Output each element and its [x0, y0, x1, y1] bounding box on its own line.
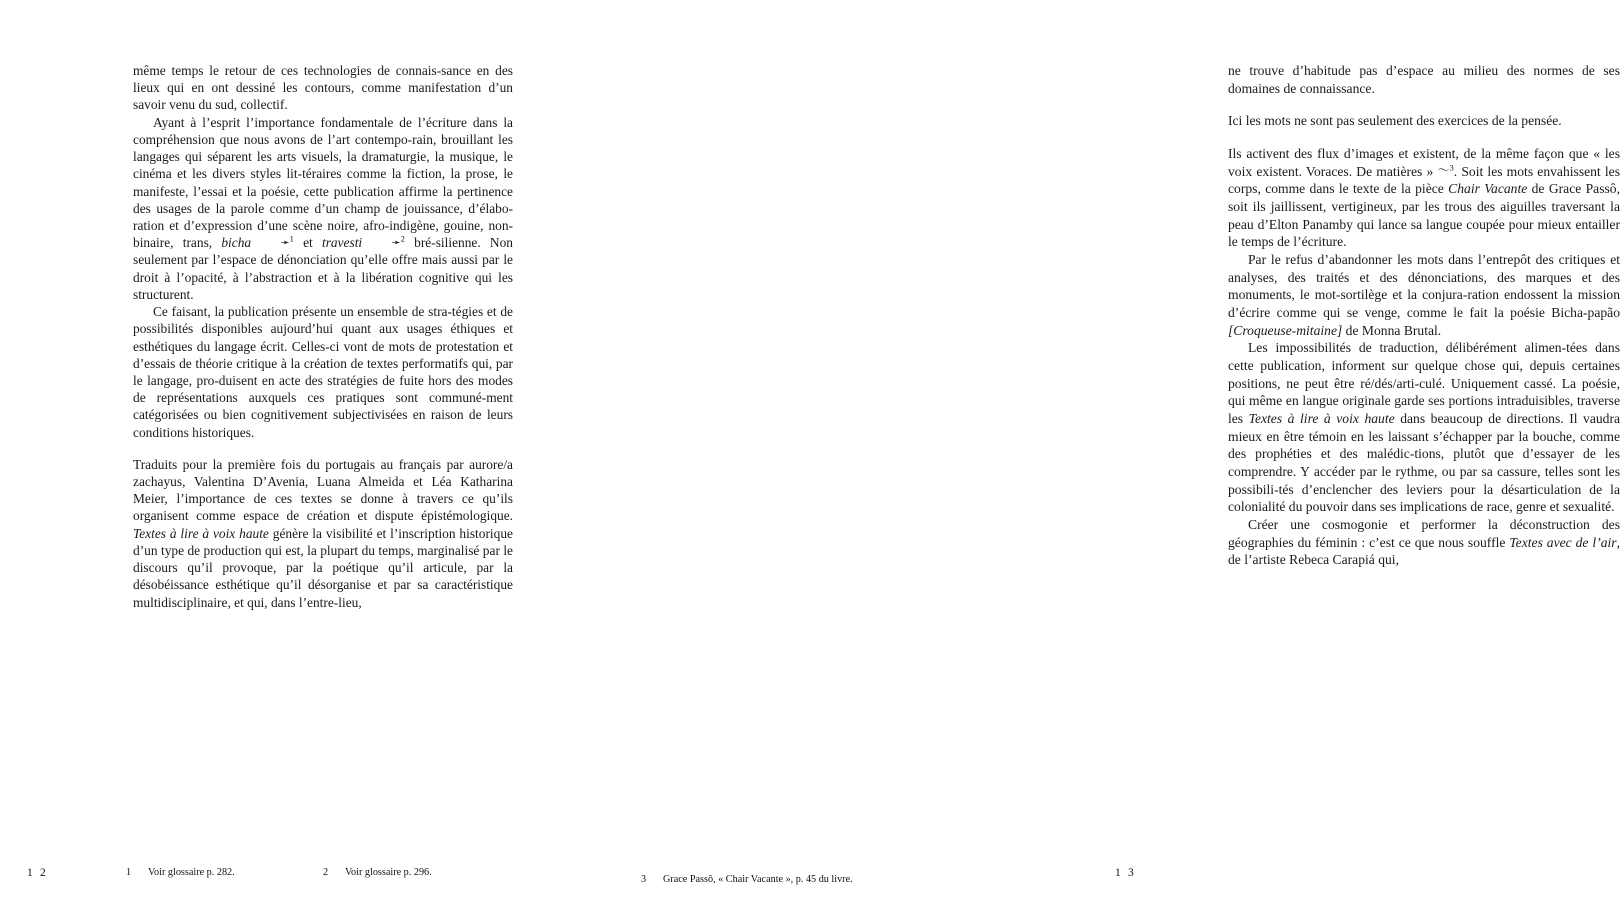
footnote-2	[323, 867, 498, 879]
paragraph: Traduits pour la première fois du portugais au français par aurore/a zachayus, Valentina D’Avenia, Luana Almeida et Léa Katharina Meier, l’importance de ces textes se donne à travers ce qu’ils organisent comme espace de création et dispute épistémologique. Textes à lire à voix haute génère la visibilité et l’inscription historique d’un type de production qui est, la plupart du temps, marginalisé par le discours qu’il provoque, par la poétique qu’il articule, par la désobéissance esthétique qu’il désorganise et par sa caractéristique multidisciplinaire, et qui, dans l’entre-lieu,	[133, 456, 513, 610]
footnote-ref[interactable]: 1	[289, 233, 294, 244]
wave-icon: 〜	[1437, 162, 1450, 177]
folio-right: 1 3	[1115, 867, 1136, 879]
folio-left: 1 2	[27, 867, 48, 879]
footnote-ref[interactable]: 2	[400, 233, 405, 244]
page-footer	[0, 845, 1160, 905]
italic-title: travesti	[321, 235, 363, 251]
paragraph: Par le refus d’abandonner les mots dans l’entrepôt des critiques et analyses, des traités et des dénonciations, des marques et des monuments, le mot-sortilège et la conjura-ration endossent la mission d’écrire comme qui se venge, comme le fait la poésie Bicha-papão [Croqueuse-mitaine] de Monna Brutal.	[1228, 252, 1620, 338]
italic-title: Textes à lire à voix haute	[133, 525, 269, 541]
footnote-number: 3	[641, 873, 647, 885]
arrow-icon: ➛	[280, 237, 290, 250]
left-column-text	[133, 62, 513, 611]
paragraph: ne trouve d’habitude pas d’espace au milieu des normes de ses domaines de connaissance.	[1228, 63, 1620, 96]
italic-title: Textes avec de l’air	[1509, 534, 1617, 550]
page-left	[0, 0, 580, 905]
right-column-text	[1228, 62, 1620, 569]
footnote-3	[641, 874, 871, 886]
footnote-text: Voir glossaire p. 296.	[345, 866, 432, 878]
paragraph: Ayant à l’esprit l’importance fondamentale de l’écriture dans la compréhension que nous avons de l’art contempo-rain, brouillant les langages qui séparent les arts visuels, la dramaturgie, la musique, le cinéma et les divers styles lit-téraires comme la fiction, la prose, le manifeste, l’essai et la poésie, cette publication affirme la pertinence des usages de la parole comme d’un champ de jouissance, d’élabo-ration et d’expression d’une scène noire, afro-indigène, gouine, non-binaire, trans, bicha ➛$^1$ et travesti ➛$^2$ bré-silienne. Non seulement par l’espace de dénonciation qu’elle offre mais aussi par le droit à l’opacité, à l’abstraction et à la libération cognitive qui les structurent.	[133, 114, 513, 302]
arrow-icon: ➛	[391, 237, 401, 250]
paragraph: Créer une cosmogonie et performer la déconstruction des géographies du féminin : c’est ce que nous souffle Textes avec de l’air, de l’artiste Rebeca Carapiá qui,	[1228, 517, 1620, 568]
italic-title: Textes à lire à voix haute	[1248, 411, 1395, 427]
paragraph: Ici les mots ne sont pas seulement des exercices de la pensée.	[1228, 113, 1562, 129]
italic-title: [Croqueuse-mitaine]	[1228, 322, 1343, 338]
footnote-ref[interactable]: 3	[1449, 162, 1454, 173]
paragraph: Ils activent des flux d’images et existent, de la même façon que « les voix existent. Voraces. De matières » 〜$^3$. Soit les mots envahissent les corps, comme dans le texte de la pièce Chair Vacante de Grace Passô, soit ils jaillissent, vertigineux, par les trous des aiguilles traversant la peau d’Elton Panamby qui lance sa langue coupée pour mieux entailler le temps de l’écriture.	[1228, 146, 1620, 250]
paragraph: Ce faisant, la publication présente un ensemble de stra-tégies et de possibilités disponibles aujourd’hui quant aux usages éthiques et esthétiques du langage écrit. Celles-ci vont de mots de protestation et d’essais de théorie critique à la création de textes performatifs qui, par le langage, pro-duisent en acte des stratégies de fuite hors des modes de représentations auxquels ces pratiques sont communé-ment catégorisées ou bien cognitivement subjectivisées en raison de leurs conditions historiques.	[133, 304, 513, 440]
footnote-number: 2	[323, 866, 329, 878]
footnote-number: 1	[126, 866, 132, 878]
footnote-text: Grace Passô, « Chair Vacante », p. 45 du livre.	[663, 873, 853, 885]
paragraph: Les impossibilités de traduction, délibérément alimen-tées dans cette publication, informent sur quelque chose qui, depuis certaines positions, ne peut être ré/dés/arti-culé. Uniquement cassé. La poésie, qui même en langue originale garde ses portions intraduisibles, traverse les Textes à lire à voix haute dans beaucoup de directions. Il vaudra mieux en être témoin en les laissant s’échapper par la bouche, comme des prophéties et des malédic-tions, plutôt que d’essayer de les comprendre. Y accéder par le rythme, ou par sa cassure, telles sont les possibili-tés d’enclencher des leviers pour la désarticulation de la colonialité du pouvoir dans ses implications de race, genre et sexualité.	[1228, 340, 1620, 515]
italic-title: Chair Vacante	[1448, 181, 1528, 197]
paragraph: même temps le retour de ces technologies de connais-sance en des lieux qui en ont dessiné les contours, comme manifestation d’un savoir venu du sud, collectif.	[133, 63, 513, 113]
italic-title: bicha	[221, 235, 252, 251]
footnote-text: Voir glossaire p. 282.	[148, 866, 235, 878]
page-right	[580, 0, 1620, 905]
footnote-1	[126, 867, 301, 879]
